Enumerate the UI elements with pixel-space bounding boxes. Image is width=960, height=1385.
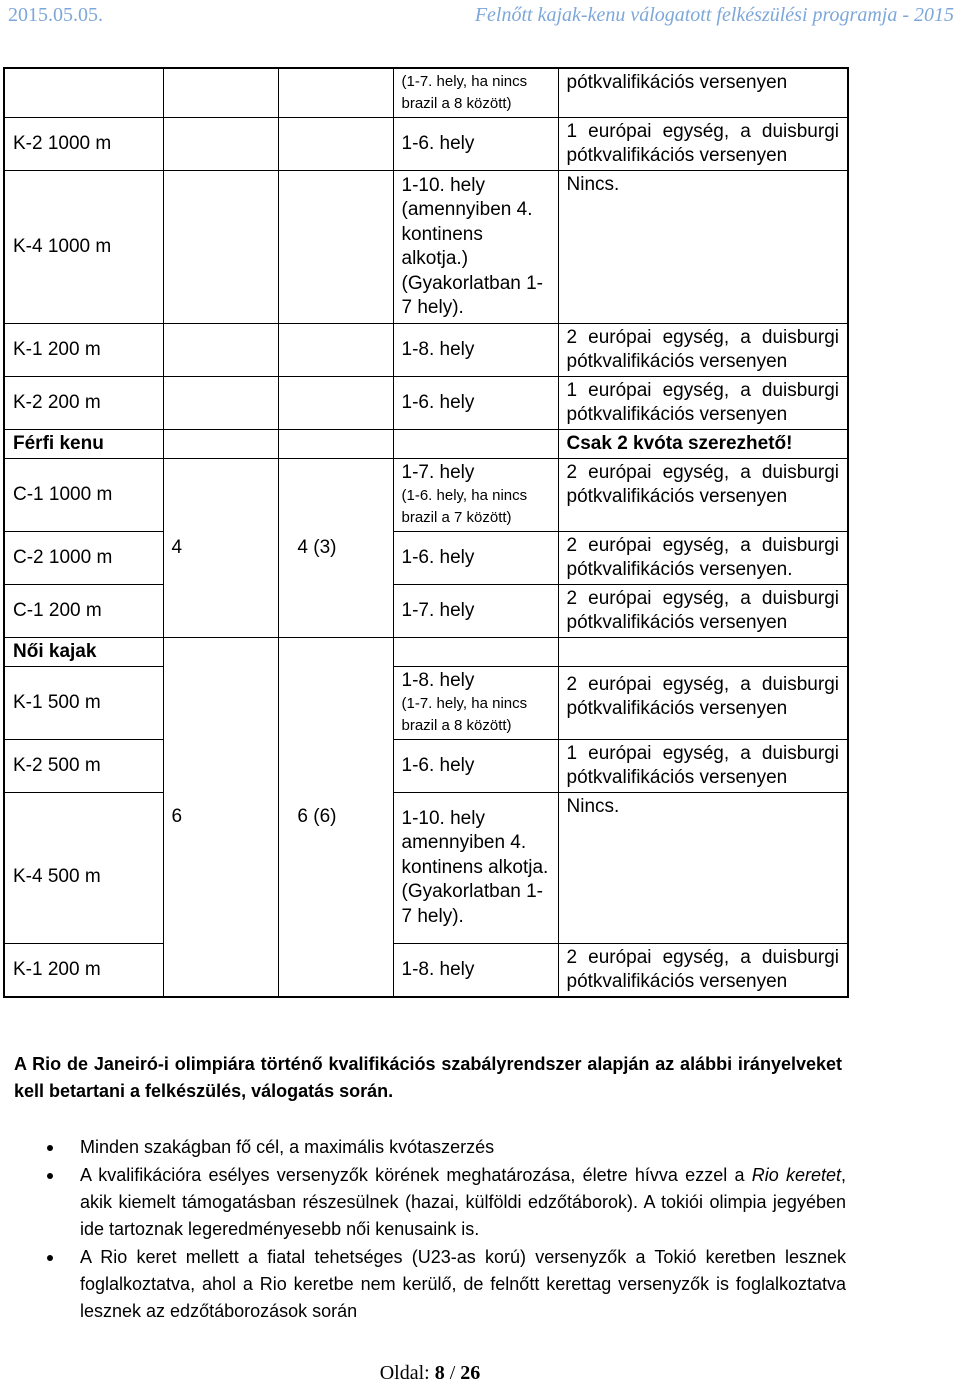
kajak-boats-cell: 6: [163, 638, 278, 998]
empty-cell: [393, 430, 558, 459]
empty-cell: [278, 68, 393, 118]
event-cell: K-1 200 m: [4, 324, 163, 377]
placement-main: 1-8. hely: [401, 670, 475, 691]
empty-cell: [393, 638, 558, 667]
rules-paragraph: A Rio de Janeiró-i olimpiára történő kvalifikációs szabályrendszer alapján az alábbi irányelveket kell betartani a felkészülés, válogatás során.: [14, 1054, 842, 1101]
placement-main: 1-7. hely: [401, 462, 475, 483]
event-cell: K-1 200 m: [4, 944, 163, 998]
bullet-text: A Rio keret mellett a fiatal tehetséges (U23-as korú) versenyzők a Tokió keretben lesznek foglalkoztatva, ahol a Rio keretbe nem kerülő, de felnőtt kerettag versenyzők is foglalkoztatva lesznek az edzőtáborozások során: [80, 1247, 846, 1321]
quota-cell: [558, 118, 848, 171]
event-cell: C-1 200 m: [4, 585, 163, 638]
bullet-dot-icon: [47, 1145, 53, 1151]
quota-cell: 2 európai egység, a duisburgi pótkvalifikációs versenyen: [558, 585, 848, 638]
kajak-quota-value: 6 (6): [297, 806, 337, 827]
footer-page-number: 8: [434, 1362, 445, 1384]
empty-cell: [278, 377, 393, 430]
empty-cell: [278, 118, 393, 171]
table-row: [4, 532, 848, 585]
table-row: [4, 118, 848, 171]
placement-cell: [393, 667, 558, 740]
bullet-text: , akik kiemelt támogatásban részesülnek (hazai, külföldi edzőtáborok). A tokiói olimpia jegyében ide tartoznak legeredményesebb női kenusaink is.: [80, 1165, 846, 1239]
quota-cell: Nincs.: [558, 171, 848, 324]
table-row: [4, 638, 848, 667]
quota-cell: Nincs.: [558, 793, 848, 944]
footer-separator: /: [449, 1362, 456, 1384]
event-cell: K-4 500 m: [4, 793, 163, 944]
empty-cell: [163, 171, 278, 324]
list-item: [0, 1244, 846, 1325]
guideline-list: [0, 1134, 846, 1326]
bullet-dot-icon: [47, 1173, 53, 1179]
table-row: [4, 324, 848, 377]
table-row: [4, 944, 848, 998]
quota-cell: 2 európai egység, a duisburgi pótkvalifikációs versenyen.: [558, 532, 848, 585]
quota-cell: 2 európai egység, a duisburgi pótkvalifikációs versenyen: [558, 324, 848, 377]
kenu-quota-cell: [278, 459, 393, 638]
quota-note-cell: Csak 2 kvóta szerezhető!: [558, 430, 848, 459]
placement-cell: 1-6. hely: [393, 532, 558, 585]
placement-note: (1-7. hely, ha nincs brazil a 8 között): [401, 73, 528, 112]
list-item: [0, 1162, 846, 1243]
table-row: [4, 377, 848, 430]
placement-cell: 1-10. hely amennyiben 4. kontinens alkotja. (Gyakorlatban 1-7 hely).: [393, 793, 558, 944]
category-cell-noi-kajak: Női kajak: [4, 638, 163, 667]
empty-cell: [163, 68, 278, 118]
event-cell: K-4 1000 m: [4, 171, 163, 324]
placement-cell: 1-6. hely: [393, 740, 558, 793]
empty-cell: [278, 171, 393, 324]
placement-cell: 1-6. hely: [393, 377, 558, 430]
bullet-text: Minden szakágban fő cél, a maximális kvótaszerzés: [80, 1137, 495, 1157]
empty-cell: [163, 430, 278, 459]
empty-cell: [163, 324, 278, 377]
footer-total-pages: 26: [460, 1362, 481, 1384]
kenu-boats-cell: 4: [163, 459, 278, 638]
header-date: 2015.05.05.: [8, 4, 103, 26]
footer-label: Oldal:: [379, 1362, 430, 1384]
qualification-table: [3, 67, 849, 998]
table-row: [4, 171, 848, 324]
header-program-title: Felnőtt kajak-kenu válogatott felkészülési programja - 2015: [474, 4, 954, 26]
quota-cell: 2 európai egység, a duisburgi pótkvalifikációs versenyen: [558, 459, 848, 532]
event-cell: K-2 1000 m: [4, 118, 163, 171]
placement-note: (1-7. hely, ha nincs brazil a 8 között): [401, 695, 528, 734]
kenu-quota-value: 4 (3): [297, 537, 337, 558]
placement-cell: 1-6. hely: [393, 118, 558, 171]
event-cell: K-1 500 m: [4, 667, 163, 740]
placement-cell: 1-7. hely: [393, 585, 558, 638]
table-row: [4, 740, 848, 793]
empty-cell: [278, 430, 393, 459]
quota-cell: 1 európai egység, a duisburgi pótkvalifikációs versenyen: [558, 740, 848, 793]
category-cell-ferfi-kenu: Férfi kenu: [4, 430, 163, 459]
quota-text: 1 európai egység, a duisburgi pótkvalifikációs versenyen: [566, 121, 839, 166]
page-header: [0, 0, 960, 32]
quota-cell: 1 európai egység, a duisburgi pótkvalifikációs versenyen: [558, 377, 848, 430]
placement-cell: 1-8. hely: [393, 324, 558, 377]
placement-cell: [393, 459, 558, 532]
quota-cell: 2 európai egység, a duisburgi pótkvalifikációs versenyen: [558, 944, 848, 998]
empty-cell: [163, 118, 278, 171]
table-row: [4, 667, 848, 740]
quota-cell: 2 európai egység, a duisburgi pótkvalifikációs versenyen: [558, 667, 848, 740]
table-row: [4, 459, 848, 532]
kajak-quota-cell: [278, 638, 393, 998]
page-footer: [0, 1362, 860, 1385]
quota-cell: [558, 638, 848, 667]
table-row: [4, 793, 848, 944]
table-row: [4, 68, 848, 118]
event-cell: C-2 1000 m: [4, 532, 163, 585]
table-row: [4, 430, 848, 459]
event-cell: [4, 68, 163, 118]
list-item: [0, 1134, 846, 1161]
event-cell: C-1 1000 m: [4, 459, 163, 532]
placement-cell: 1-8. hely: [393, 944, 558, 998]
rio-keret-emphasis: Rio keretet: [751, 1165, 841, 1185]
empty-cell: [163, 377, 278, 430]
table-row: [4, 585, 848, 638]
placement-cell: [393, 68, 558, 118]
quota-cell: pótkvalifikációs versenyen: [558, 68, 848, 118]
placement-note: (1-6. hely, ha nincs brazil a 7 között): [401, 487, 528, 526]
event-cell: K-2 200 m: [4, 377, 163, 430]
bullet-text: A kvalifikációra esélyes versenyzők körének meghatározása, életre hívva ezzel a: [80, 1165, 752, 1185]
empty-cell: [278, 324, 393, 377]
bullet-dot-icon: [47, 1255, 53, 1261]
event-cell: K-2 500 m: [4, 740, 163, 793]
placement-cell: 1-10. hely (amennyiben 4. kontinens alkotja.) (Gyakorlatban 1-7 hely).: [393, 171, 558, 324]
